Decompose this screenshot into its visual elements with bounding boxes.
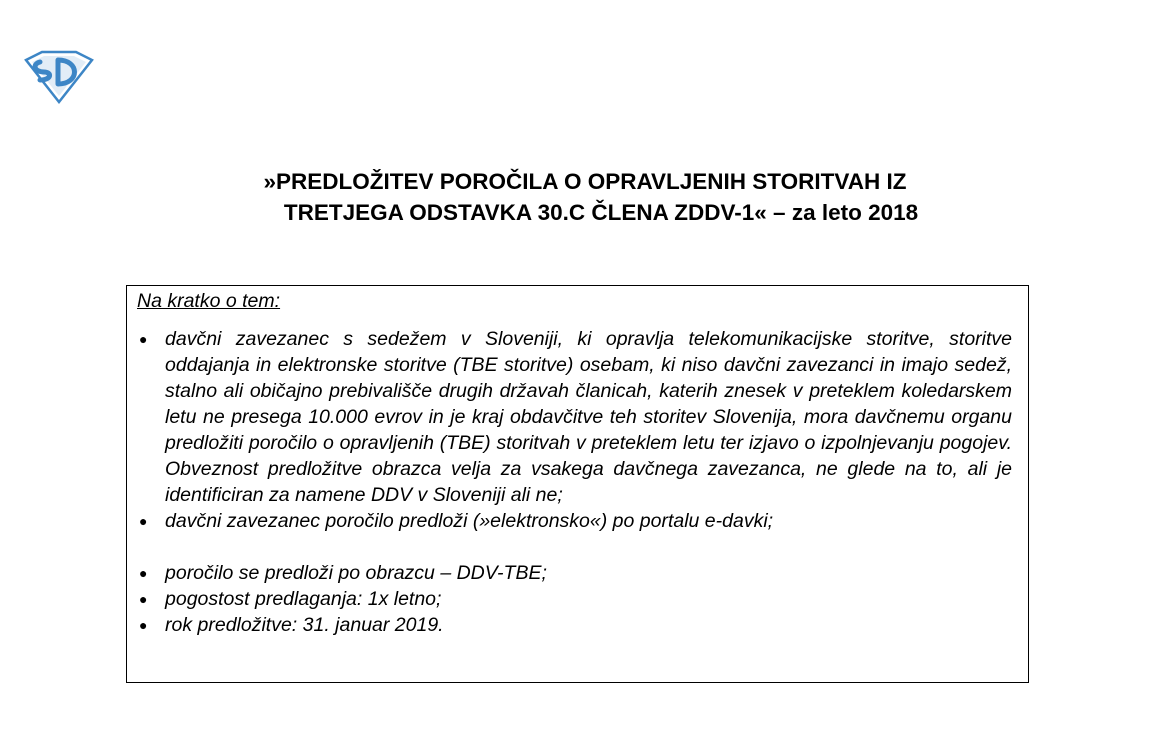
list-item-text: poročilo se predloži po obrazcu – DDV-TBE; — [165, 562, 547, 584]
bullet-icon: ● — [139, 617, 148, 633]
title-line-1: »PREDLOŽITEV POROČILA O OPRAVLJENIH STORITVAH IZ — [263, 169, 907, 194]
list-item — [137, 560, 1012, 586]
bullet-icon: ● — [139, 591, 148, 607]
list-item-text: davčni zavezanec s sedežem v Sloveniji, ki opravlja telekomunikacijske storitve, storitve oddajanja in elektronske storitve (TBE storitve) osebam, ki niso davčni zavezanci in imajo sedež, stalno ali običajno prebivališče drugih državah članicah, katerih znesek v preteklem koledarskem letu ne presega 10.000 evrov in je kraj obdavčitve teh storitev Slovenija, mora davčnemu organu predložiti poročilo o opravljenih (TBE) storitvah v preteklem letu ter izjavo o izpolnjevanju pogojev. Obveznost predložitve obrazca velja za vsakega davčnega zavezanca, ne glede na to, ali je identificiran za namene DDV v Sloveniji ali ne; — [165, 328, 1012, 506]
bullet-icon: ● — [139, 513, 148, 529]
summary-list — [137, 326, 1020, 638]
list-item — [137, 612, 1012, 638]
list-item — [137, 508, 1012, 534]
bullet-icon: ● — [139, 565, 148, 581]
sd-logo — [22, 48, 96, 104]
list-item-text: davčni zavezanec poročilo predloži (»elektronsko«) po portalu e-davki; — [165, 510, 774, 532]
shield-logo-icon — [22, 48, 96, 104]
list-item-text: pogostost predlaganja: 1x letno; — [165, 588, 442, 610]
list-item — [137, 586, 1012, 612]
title-line-2: TRETJEGA ODSTAVKA 30.C ČLENA ZDDV-1« – za leto 2018 — [283, 200, 919, 225]
summary-box — [126, 285, 1029, 683]
list-item-text: rok predložitve: 31. januar 2019. — [165, 614, 444, 636]
summary-heading: Na kratko o tem: — [137, 290, 281, 312]
bullet-icon: ● — [139, 331, 148, 347]
document-title — [100, 166, 1070, 228]
list-item — [137, 326, 1012, 508]
